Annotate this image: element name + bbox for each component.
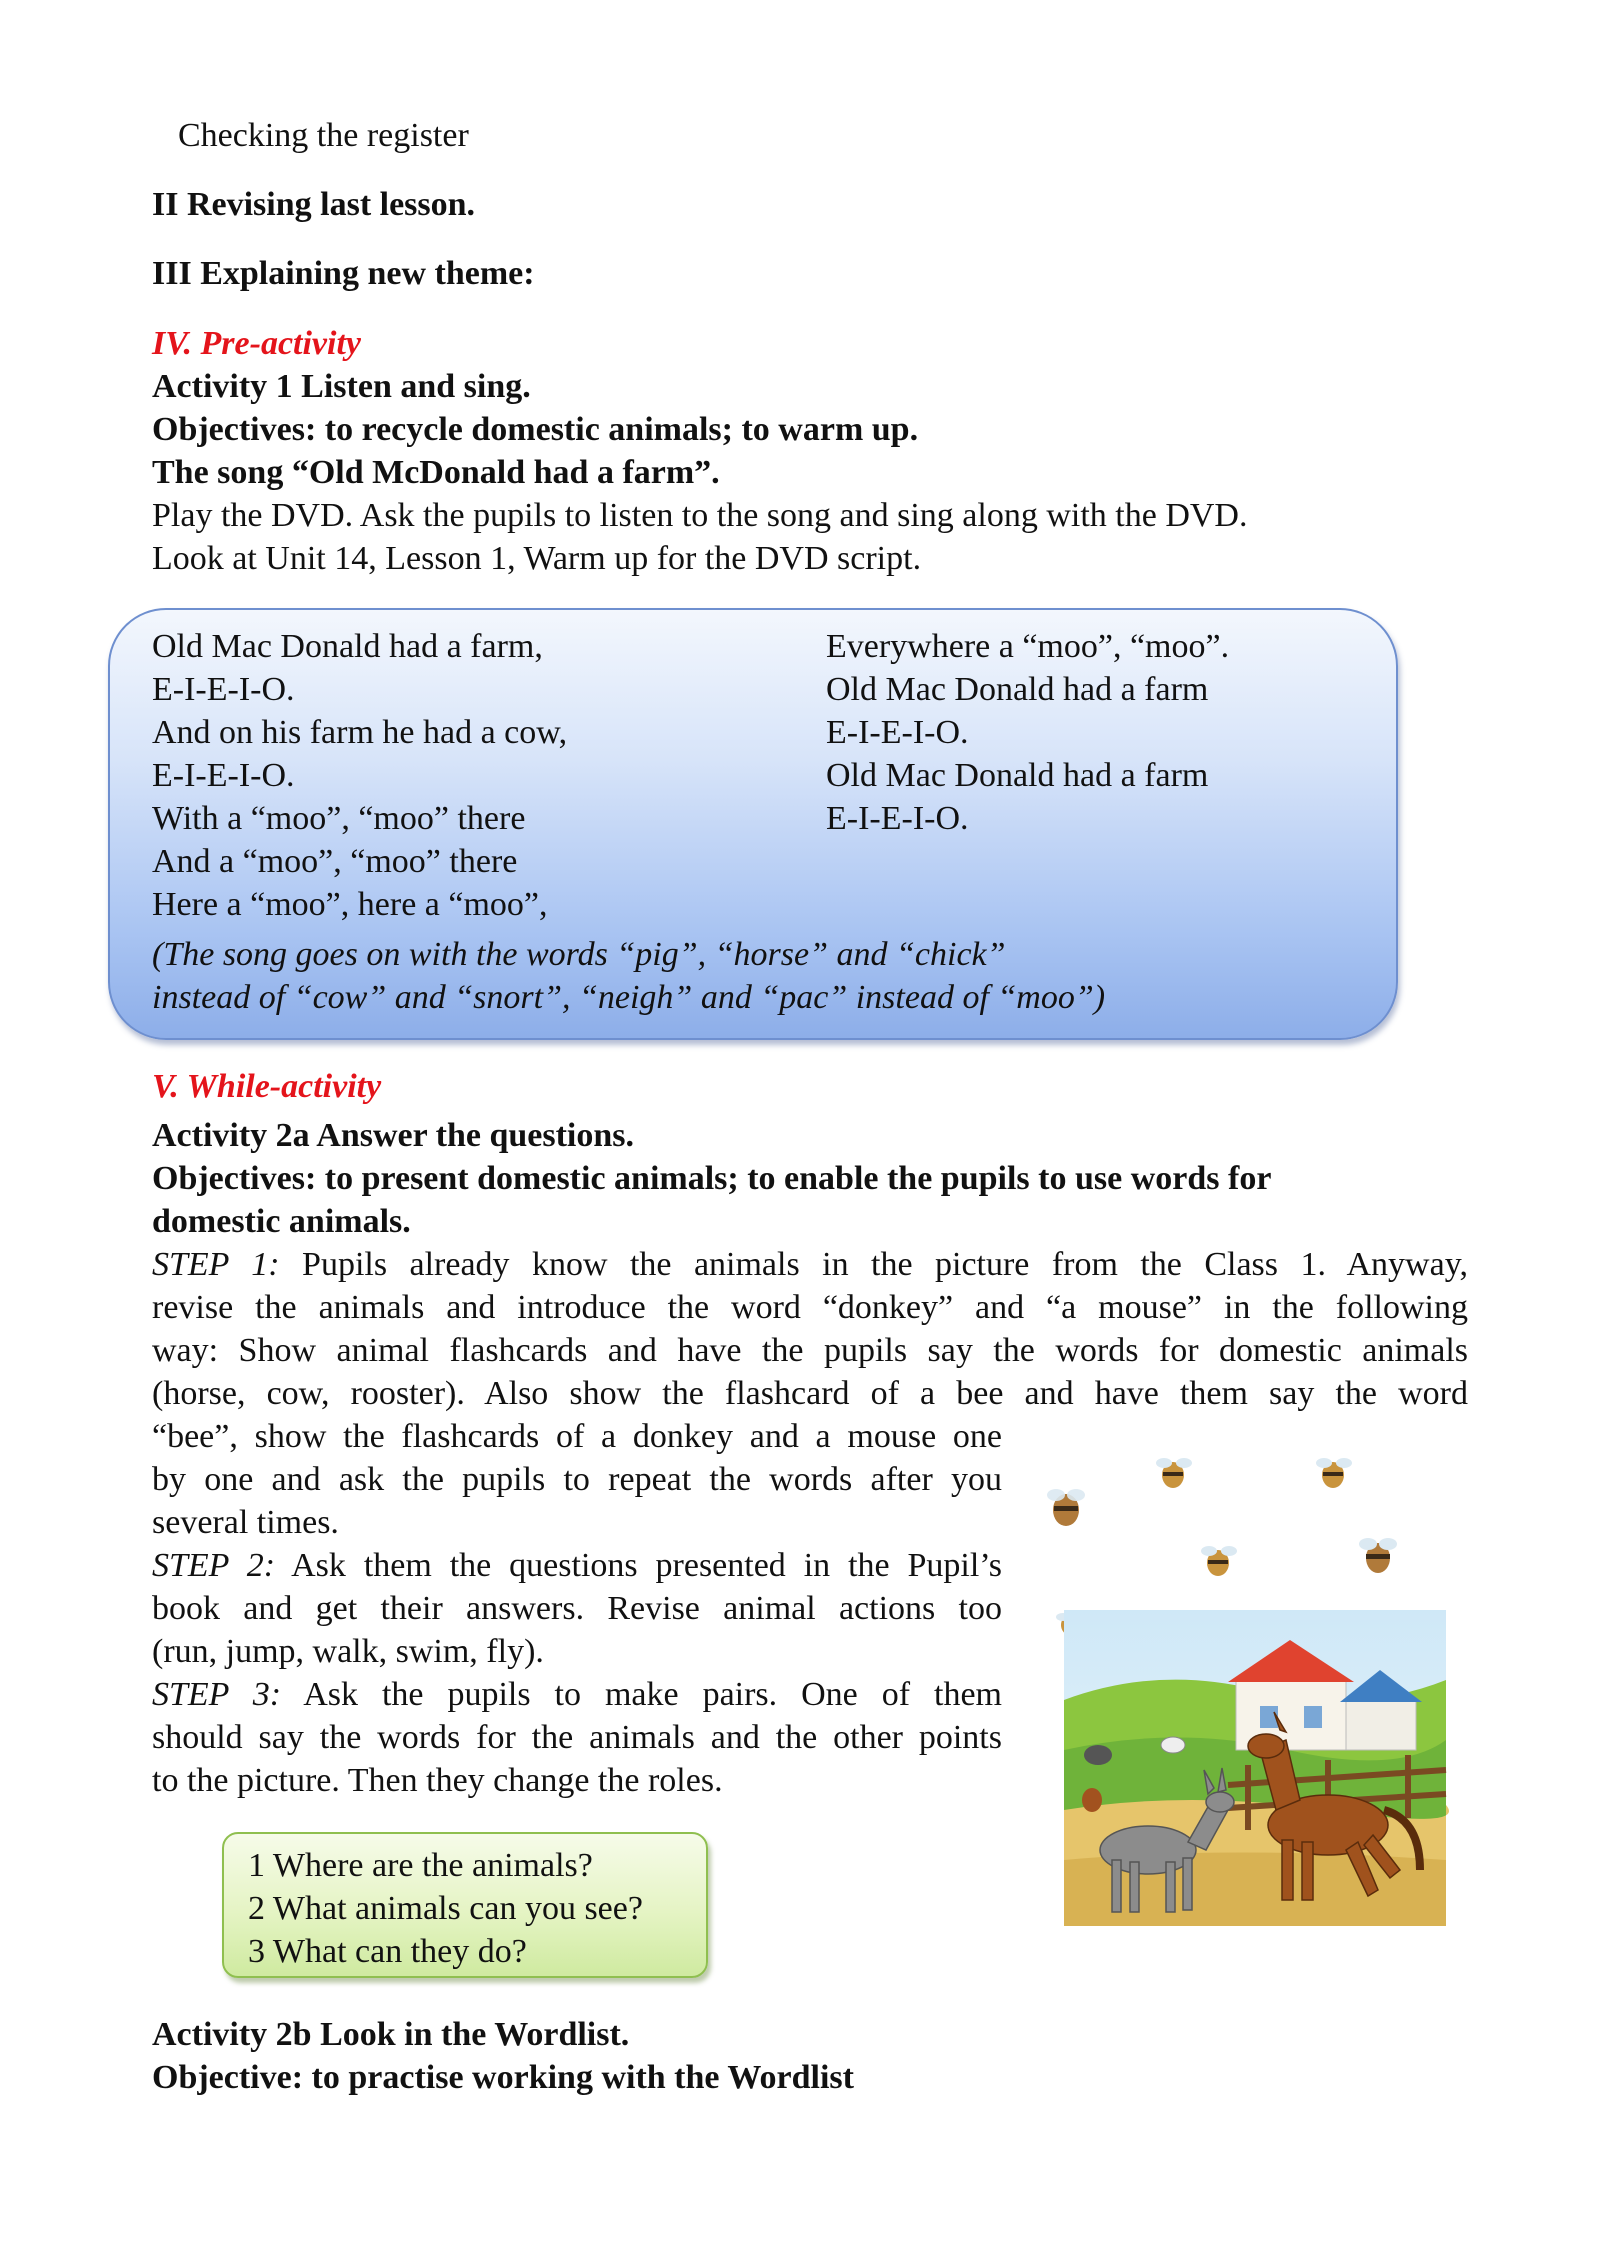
lyric-line: With a “moo”, “moo” there xyxy=(152,800,526,837)
step-1-line: several times. xyxy=(152,1504,339,1541)
step-3-line: to the picture. Then they change the roles. xyxy=(152,1762,723,1799)
pre-activity-heading: IV. Pre-activity xyxy=(152,325,361,362)
step-3-label: STEP 3: xyxy=(152,1676,282,1713)
step-1-line: revise the animals and introduce the word “donkey” and “a mouse” in the following xyxy=(152,1289,1468,1326)
lyric-line: E-I-E-I-O. xyxy=(826,800,969,837)
bee-icon xyxy=(1359,1538,1397,1573)
bee-icon xyxy=(1316,1458,1352,1488)
lyric-line: E-I-E-I-O. xyxy=(152,757,295,794)
explaining-heading: III Explaining new theme: xyxy=(152,255,535,292)
activity-2a-objectives: domestic animals. xyxy=(152,1203,411,1240)
song-title: The song “Old McDonald had a farm”. xyxy=(152,454,720,491)
activity-1-title: Activity 1 Listen and sing. xyxy=(152,368,531,405)
lyric-line: E-I-E-I-O. xyxy=(826,714,969,751)
bee-icon xyxy=(1201,1546,1237,1576)
step-1-line: by one and ask the pupils to repeat the words after you xyxy=(152,1461,1002,1498)
revising-heading: II Revising last lesson. xyxy=(152,186,476,223)
question-item: 1 Where are the animals? xyxy=(248,1847,593,1884)
lyric-line: And a “moo”, “moo” there xyxy=(152,843,518,880)
activity-2a-title: Activity 2a Answer the questions. xyxy=(152,1117,634,1154)
song-note: (The song goes on with the words “pig”, “horse” and “chick” xyxy=(152,936,1006,973)
step-2-label: STEP 2: xyxy=(152,1547,276,1584)
step-1-line: (horse, cow, rooster). Also show the flashcard of a bee and have them say the word xyxy=(152,1375,1468,1412)
checking-register: Checking the register xyxy=(178,117,469,154)
activity-2b-title: Activity 2b Look in the Wordlist. xyxy=(152,2016,630,2053)
bee-icon xyxy=(1047,1489,1085,1526)
lyric-line: Old Mac Donald had a farm xyxy=(826,671,1209,708)
step-1-line: STEP 1: Pupils already know the animals in the picture from the Class 1. Anyway, xyxy=(152,1246,1468,1283)
instruction-line: Play the DVD. Ask the pupils to listen to the song and sing along with the DVD. xyxy=(152,497,1248,534)
lyric-line: Everywhere a “moo”, “moo”. xyxy=(826,628,1230,665)
bee-icon xyxy=(1156,1458,1192,1488)
while-activity-heading: V. While-activity xyxy=(152,1068,382,1105)
lyric-line: Old Mac Donald had a farm, xyxy=(152,628,543,665)
step-3-line: should say the words for the animals and the other points xyxy=(152,1719,1002,1756)
activity-1-objectives: Objectives: to recycle domestic animals; to warm up. xyxy=(152,411,919,448)
step-2-line: STEP 2: Ask them the questions presented in the Pupil’s xyxy=(152,1547,1003,1584)
question-item: 3 What can they do? xyxy=(248,1933,527,1970)
song-note: instead of “cow” and “snort”, “neigh” and “pac” instead of “moo”) xyxy=(152,979,1106,1016)
lyric-line: E-I-E-I-O. xyxy=(152,671,295,708)
step-2-line: (run, jump, walk, swim, fly). xyxy=(152,1633,544,1670)
lyric-line: Here a “moo”, here a “moo”, xyxy=(152,886,548,923)
farm-illustration xyxy=(1028,1450,1458,1930)
song-lyrics-box xyxy=(108,608,1398,1040)
lyric-line: And on his farm he had a cow, xyxy=(152,714,568,751)
questions-box xyxy=(222,1832,708,1978)
step-3-line: STEP 3: Ask the pupils to make pairs. One of them xyxy=(152,1676,1003,1713)
step-1-line: “bee”, show the flashcards of a donkey and a mouse one xyxy=(152,1418,1002,1455)
step-1-label: STEP 1: xyxy=(152,1246,280,1283)
activity-2a-objectives: Objectives: to present domestic animals; to enable the pupils to use words for xyxy=(152,1160,1272,1197)
step-2-line: book and get their answers. Revise animal actions too xyxy=(152,1590,1002,1627)
activity-2b-objective: Objective: to practise working with the Wordlist xyxy=(152,2059,854,2096)
instruction-line: Look at Unit 14, Lesson 1, Warm up for the DVD script. xyxy=(152,540,922,577)
question-item: 2 What animals can you see? xyxy=(248,1890,643,1927)
lyric-line: Old Mac Donald had a farm xyxy=(826,757,1209,794)
step-1-line: way: Show animal flashcards and have the pupils say the words for domestic animals xyxy=(152,1332,1468,1369)
